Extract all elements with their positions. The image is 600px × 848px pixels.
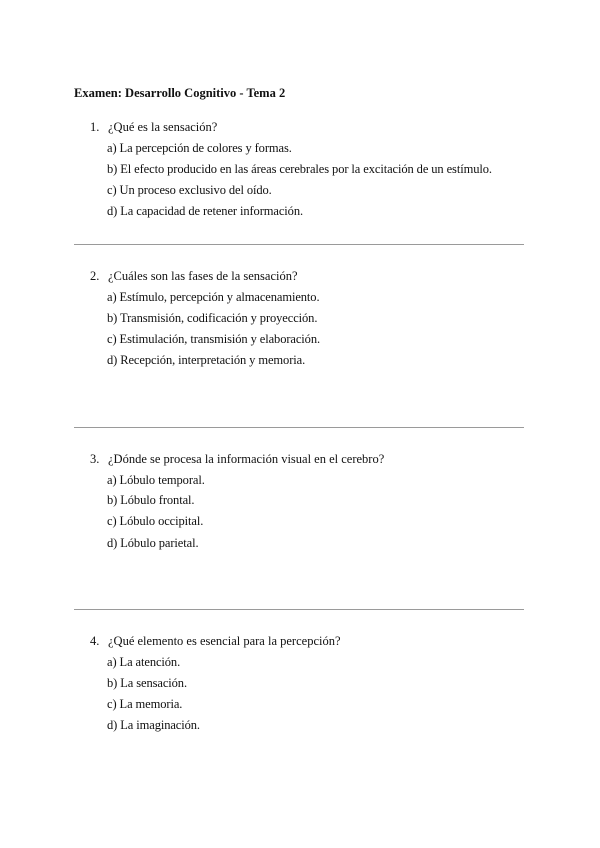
question-4 xyxy=(90,634,341,649)
question-number: 3. xyxy=(90,452,100,466)
question-number: 2. xyxy=(90,269,100,283)
option-a: a) Lóbulo temporal. xyxy=(107,473,205,487)
option-d: d) La imaginación. xyxy=(107,718,200,732)
page-title: Examen: Desarrollo Cognitivo - Tema 2 xyxy=(74,86,286,100)
question-2 xyxy=(90,269,298,284)
question-text: ¿Cuáles son las fases de la sensación? xyxy=(108,269,298,283)
option-d: d) La capacidad de retener información. xyxy=(107,204,303,218)
question-text: ¿Dónde se procesa la información visual en el cerebro? xyxy=(108,452,385,466)
option-a: a) La atención. xyxy=(107,655,181,669)
question-number: 1. xyxy=(90,120,100,134)
option-b: b) La sensación. xyxy=(107,676,187,690)
option-b: b) Transmisión, codificación y proyección. xyxy=(107,311,318,325)
option-b: b) El efecto producido en las áreas cerebrales por la excitación de un estímulo. xyxy=(107,162,492,176)
option-d: d) Lóbulo parietal. xyxy=(107,536,199,550)
question-text: ¿Qué elemento es esencial para la percepción? xyxy=(108,634,341,648)
question-number: 4. xyxy=(90,634,100,648)
option-c: c) Estimulación, transmisión y elaboración. xyxy=(107,332,321,346)
divider xyxy=(74,244,524,245)
option-b: b) Lóbulo frontal. xyxy=(107,493,195,507)
option-c: c) La memoria. xyxy=(107,697,183,711)
divider xyxy=(74,427,524,428)
divider xyxy=(74,609,524,610)
question-1 xyxy=(90,120,217,135)
option-a: a) Estímulo, percepción y almacenamiento. xyxy=(107,290,320,304)
option-d: d) Recepción, interpretación y memoria. xyxy=(107,353,306,367)
option-a: a) La percepción de colores y formas. xyxy=(107,141,292,155)
question-text: ¿Qué es la sensación? xyxy=(108,120,218,134)
option-c: c) Lóbulo occipital. xyxy=(107,514,204,528)
option-c: c) Un proceso exclusivo del oído. xyxy=(107,183,272,197)
question-3 xyxy=(90,452,384,467)
